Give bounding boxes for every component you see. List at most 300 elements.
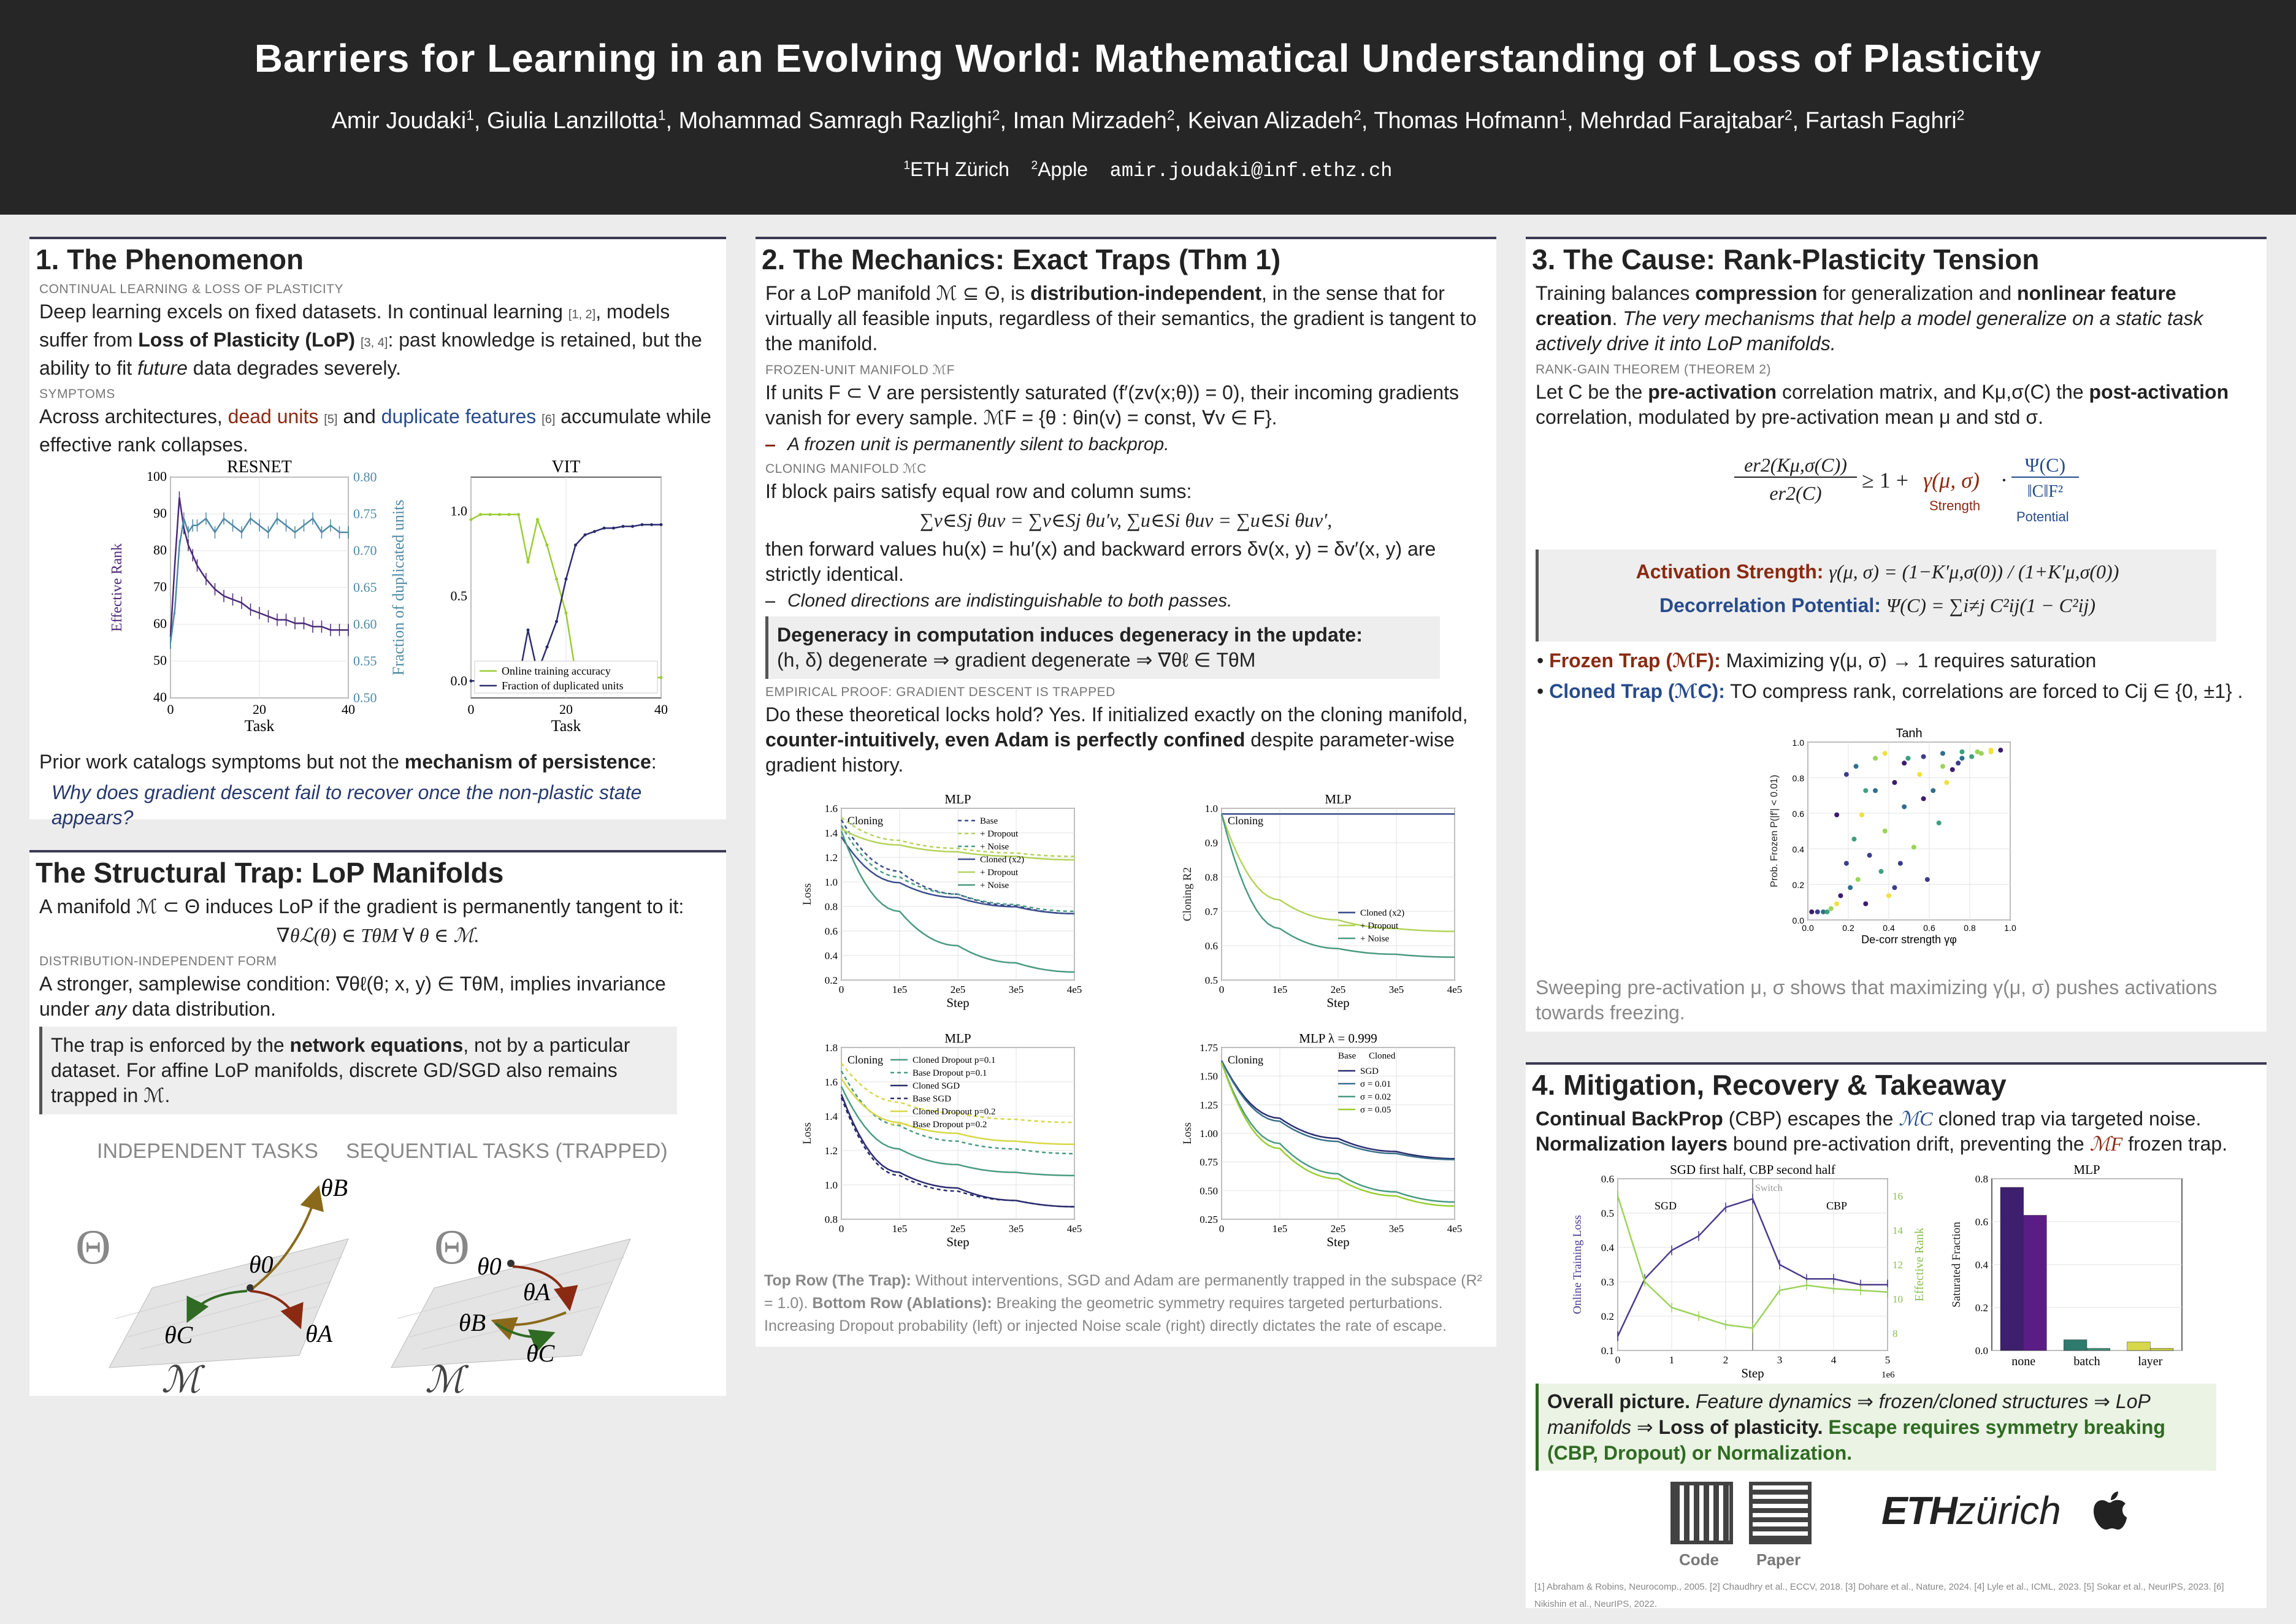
symptoms-text: Across architectures, dead units [5] and duplicate features [6] accumulate while effective rank collapses. <box>39 405 711 456</box>
x-tick-label: 0 <box>838 1223 844 1235</box>
scatter-point <box>1815 910 1820 914</box>
scatter-point <box>1838 893 1843 898</box>
x-tick-label: 40 <box>342 702 355 717</box>
empirical-text: Do these theoretical locks hold? Yes. If initialized exactly on the cloning manifold, counter-intuitively, even Adam is perfectly confined despite parameter-wise gradient history. <box>765 703 1468 776</box>
chart-title: MLP <box>944 1031 971 1046</box>
y-tick-label: 1.6 <box>824 803 838 814</box>
y-tick-label: 0.5 <box>1204 975 1218 986</box>
legend-label: Online training accuracy <box>502 665 611 677</box>
mlp-loss-chart <box>792 791 1099 1018</box>
author: Mohammad Samragh Razlighi$^2$ <box>678 107 1000 134</box>
manifold-plane-right <box>391 1239 630 1368</box>
x-tick-label: 1e5 <box>1272 1223 1288 1235</box>
x-tick-label: 3e5 <box>1388 1223 1404 1235</box>
author: Keivan Alizadeh$^2$ <box>1187 107 1361 134</box>
y-tick-label: 1.4 <box>824 1111 838 1122</box>
label-empirical-proof: EMPIRICAL PROOF: GRADIENT DESCENT IS TRAPPED <box>765 685 1115 699</box>
y-tick-label: 90 <box>153 505 167 521</box>
scatter-point <box>1969 754 1974 759</box>
scatter-point <box>1902 804 1907 809</box>
distribution-independent-text: For a LoP manifold ℳ ⊆ Θ, is distribution-independent, in the sense that for virtually all feasible inputs, regardless of their semantics, the gradient is tangent to the manifold. <box>765 282 1477 354</box>
bar <box>2087 1349 2110 1351</box>
y-tick-label: 0.6 <box>1601 1173 1614 1185</box>
section-cause <box>1526 237 2267 1032</box>
affiliations <box>0 158 2296 182</box>
bar <box>2150 1349 2173 1351</box>
y-tick-label: 0.75 <box>1200 1156 1218 1168</box>
x-axis-label: Step <box>1741 1366 1764 1381</box>
theta-set-right: Θ <box>434 1220 470 1274</box>
legend-label: + Dropout <box>1360 921 1399 931</box>
y-tick-label: 0.4 <box>1975 1259 1988 1271</box>
legend-header: Base <box>1338 1051 1357 1061</box>
x-tick-label: 20 <box>253 702 266 717</box>
scatter-point <box>1898 861 1903 866</box>
forward-backward-text: then forward values hu(x) = hu′(x) and backward errors δv(x, y) = δv′(x, y) are strictly identical. <box>765 538 1436 585</box>
scatter-point <box>1863 788 1868 793</box>
thetaB-left: θB <box>321 1174 348 1201</box>
y-axis-label: Loss <box>801 1122 814 1144</box>
label-continual: CONTINUAL LEARNING & LOSS OF PLASTICITY <box>39 282 343 296</box>
x-tick-label: 3e5 <box>1008 984 1024 995</box>
thetaA-left: θA <box>305 1320 333 1347</box>
section-4-title: 4. Mitigation, Recovery & Takeaway <box>1532 1069 2007 1101</box>
scatter-point <box>1892 885 1897 890</box>
legend-label: + Noise <box>980 881 1009 891</box>
x-tick-label: 4e5 <box>1447 984 1463 995</box>
chart-title: RESNET <box>227 458 292 477</box>
x-tick-label: 0 <box>1615 1354 1621 1366</box>
x-tick-label: 2 <box>1723 1354 1729 1366</box>
x-tick-label: 0 <box>1219 984 1225 995</box>
x-tick-label: 3e5 <box>1388 984 1404 995</box>
y-tick-label: 0.2 <box>1601 1311 1614 1322</box>
x-tick-label: 2e5 <box>950 1223 966 1235</box>
section-1-title: 1. The Phenomenon <box>36 243 304 275</box>
scatter-point <box>1998 748 2003 753</box>
apple-logo <box>2090 1489 2127 1532</box>
y-tick-label: 0.6 <box>1792 809 1804 819</box>
scatter-point <box>1902 760 1907 765</box>
y-tick-label: 1.2 <box>824 852 838 864</box>
data-point <box>660 523 663 526</box>
scatter-point <box>1844 772 1849 777</box>
x-tick-label: 40 <box>654 702 668 717</box>
chart-title: MLP <box>1325 792 1352 806</box>
label-frozen-manifold: FROZEN-UNIT MANIFOLD ℳF <box>765 363 955 377</box>
vit-chart <box>422 459 679 747</box>
scatter-point <box>1829 906 1834 911</box>
mlp-cloning-r2-chart <box>1173 791 1479 1018</box>
thetaC-left: θC <box>164 1321 193 1349</box>
y-tick-label: 0.1 <box>1601 1345 1614 1357</box>
data-point <box>660 676 663 679</box>
legend-label: Cloned (x2) <box>1360 908 1405 918</box>
data-point <box>498 513 501 516</box>
annotation: Cloning <box>848 814 884 827</box>
legend-label: Cloned Dropout p=0.2 <box>913 1107 996 1117</box>
x-axis-label: Step <box>1326 1235 1350 1249</box>
chart-title: SGD first half, CBP second half <box>1670 1162 1835 1177</box>
frozen-trap-bullet: • Frozen Trap (ℳF): Maximizing γ(μ, σ) → 1 requires saturation <box>1537 649 2097 672</box>
manifold-plane-left <box>109 1239 348 1368</box>
scatter-point <box>1851 837 1856 841</box>
y-tick-label: 0.50 <box>1200 1185 1218 1197</box>
scatter-point <box>1959 756 1964 760</box>
legend-label: σ = 0.02 <box>1360 1092 1391 1102</box>
author-affiliation: 1 <box>657 107 666 123</box>
affil-2: Apple <box>1038 158 1089 180</box>
y-tick-label: 0.2 <box>1792 880 1804 890</box>
y-tick-label: 0.0 <box>1975 1345 1988 1357</box>
legend-label: Cloned (x2) <box>980 855 1025 865</box>
structural-trap-title: The Structural Trap: LoP Manifolds <box>36 857 504 889</box>
annotation: Cloning <box>848 1054 884 1066</box>
y-tick-label: 0.4 <box>1601 1242 1614 1254</box>
tanh-frozen-scatter <box>1759 721 2029 954</box>
scatter-point <box>1931 788 1935 793</box>
x-tick-label: 1 <box>1669 1354 1675 1366</box>
sweeping-caption: Sweeping pre-activation μ, σ shows that maximizing γ(μ, σ) pushes activations towards freezing. <box>1536 976 2218 1024</box>
y-tick-label: 0.3 <box>1601 1276 1614 1288</box>
chart-title: MLP <box>944 792 971 806</box>
affil-1-number: 1 <box>903 159 911 172</box>
y-tick-label: 1.0 <box>1204 803 1218 814</box>
eq-strength-label: Strength <box>1929 498 1981 513</box>
legend-header: Cloned <box>1369 1051 1396 1061</box>
scatter-point <box>1950 767 1955 772</box>
y-tick-label: 0.8 <box>824 1214 838 1225</box>
section-3-title: 3. The Cause: Rank-Plasticity Tension <box>1532 243 2040 275</box>
section-structural-trap <box>29 850 726 1400</box>
y-tick-label: 1.0 <box>450 503 467 519</box>
y-tick-label: 0.25 <box>1200 1214 1218 1225</box>
y2-tick-label: 0.50 <box>353 690 377 705</box>
scatter-point <box>1886 893 1891 898</box>
x-tick-label: 20 <box>559 702 573 717</box>
theta0-left: θ0 <box>249 1251 274 1278</box>
legend-label: σ = 0.01 <box>1360 1079 1391 1089</box>
overall-picture-box: Overall picture. Feature dynamics ⇒ frozen/cloned structures ⇒ LoP manifolds ⇒ Loss of plasticity. Escape requires symmetry breaking (CBP, Dropout) or Normalization. <box>1536 1384 2216 1471</box>
x-tick-label: 4 <box>1831 1354 1837 1366</box>
y-tick-label: 1.0 <box>1792 738 1804 748</box>
data-point <box>622 525 625 528</box>
chart-title: MLP <box>2073 1162 2100 1177</box>
author: Thomas Hofmann$^1$ <box>1374 107 1567 134</box>
cloned-note: Cloned directions are indistinguishable to both passes. <box>765 591 1487 611</box>
legend-label: σ = 0.05 <box>1360 1105 1391 1115</box>
y-tick-label: 1.25 <box>1200 1099 1218 1111</box>
y-tick-label: 0.5 <box>1601 1208 1614 1219</box>
y-tick-label: 0.6 <box>1975 1216 1988 1228</box>
scatter-point <box>1834 902 1839 906</box>
data-point <box>574 543 577 546</box>
cloned-trap-bullet: • Cloned Trap (ℳC): TO compress rank, correlations are forced to Cij ∈ {0, ±1} . <box>1537 680 2243 702</box>
scatter-point <box>1883 751 1888 756</box>
scatter-point <box>1892 780 1897 785</box>
activation-strength-eq: γ(μ, σ) = (1−K′μ,σ(0)) / (1+K′μ,σ(0)) <box>1829 561 2119 583</box>
eq-gamma: γ(μ, σ) <box>1923 468 1980 492</box>
data-point <box>546 543 549 546</box>
mitigation-text: Continual BackProp (CBP) escapes the ℳC cloned trap via targeted noise. Normalization layers bound pre-activation drift, preventing the ℳF frozen trap. <box>1536 1108 2228 1155</box>
y-tick-label: 0.8 <box>1975 1173 1988 1185</box>
legend-label: + Dropout <box>980 829 1019 839</box>
samplewise-condition: A stronger, samplewise condition: ∇θℓ(θ; x, y) ∈ TθM, implies invariance under any data distribution. <box>39 973 666 1020</box>
annotation-cbp: CBP <box>1826 1200 1848 1212</box>
scatter-point <box>1824 910 1829 914</box>
key-question: Why does gradient descent fail to recover once the non-plastic state appears? <box>52 781 642 829</box>
x-tick-label: 4e5 <box>1066 1223 1082 1235</box>
author: Iman Mirzadeh$^2$ <box>1012 107 1175 134</box>
x-tick-label: 0.4 <box>1883 923 1895 933</box>
chart-title: VIT <box>551 458 581 477</box>
y-tick-label: 1.6 <box>824 1076 838 1088</box>
x-tick-label: layer <box>2138 1355 2163 1368</box>
data-point <box>527 629 530 632</box>
scatter-point <box>1921 754 1926 759</box>
paper-label: Paper <box>1756 1550 1801 1569</box>
x-tick-label: 0.8 <box>1964 923 1976 933</box>
poster-header <box>0 0 2296 215</box>
data-point <box>527 561 530 564</box>
manifold-label-left: ℳ <box>161 1360 201 1400</box>
scatter-point <box>1867 853 1872 858</box>
rank-gain-equation <box>1526 454 2267 534</box>
x-tick-label: none <box>2011 1355 2036 1368</box>
eq-frobenius: ‖C‖F² <box>2027 482 2064 501</box>
manifold-diagram <box>54 1165 704 1398</box>
y-tick-label: 80 <box>153 542 167 557</box>
x-tick-label: 1e5 <box>892 1223 908 1235</box>
y-tick-label: 0.2 <box>1975 1302 1988 1314</box>
contact-email[interactable]: amir.joudaki@inf.ethz.ch <box>1109 159 1393 182</box>
y-tick-label: 70 <box>153 579 167 594</box>
scatter-point <box>1925 877 1930 882</box>
plot-area <box>1808 742 2010 920</box>
resnet-chart <box>85 458 407 747</box>
theta0-right: θ0 <box>477 1252 502 1280</box>
bar <box>2127 1342 2151 1350</box>
block-pairs-text: If block pairs satisfy equal row and column sums: <box>765 480 1192 502</box>
author-list: Amir Joudaki$^1$, Giulia Lanzillotta$^1$, Mohammad Samragh Razlighi$^2$, Iman Mirzadeh$^2$, Keivan Alizadeh$^2$, Thomas Hofmann$^1$, Mehrdad Farajtabar$^2$, Fartash Faghri$^2$ <box>331 107 1965 134</box>
tangent-equation: ∇θℒ(θ) ∈ TθM ∀ θ ∈ ℳ. <box>276 924 480 946</box>
label-symptoms: SYMPTOMS <box>39 387 115 401</box>
y-axis-label: Loss <box>1181 1122 1194 1144</box>
x-tick-label: 1e5 <box>1272 984 1288 995</box>
y2-axis-label: Fraction of duplicated units <box>389 499 407 676</box>
x-tick-label: 0 <box>838 984 844 995</box>
y-tick-label: 1.0 <box>824 1179 838 1191</box>
x-tick-label: 3 <box>1777 1354 1783 1366</box>
y-tick-label: 1.0 <box>824 876 838 888</box>
x-axis-label: Task <box>244 717 275 735</box>
section-phenomenon <box>29 237 726 829</box>
frozen-unit-text: If units F ⊂ V are persistently saturated (f′(zv(x;θ)) = 0), their incoming gradients vanish for every sample. ℳF = {θ : θin(v) = const, ∀v ∈ F}. <box>765 381 1460 429</box>
annotation: Cloning <box>1228 814 1264 827</box>
scatter-point <box>1921 796 1926 801</box>
data-point <box>565 578 568 581</box>
persistence-text: Prior work catalogs symptoms but not the mechanism of persistence: <box>39 751 657 773</box>
y-tick-label: 0.4 <box>824 950 838 962</box>
data-point <box>584 534 587 537</box>
author: Fartash Faghri$^2$ <box>1805 107 1965 134</box>
code-label: Code <box>1679 1550 1719 1569</box>
y2-tick-label: 14 <box>1892 1225 1903 1236</box>
y-tick-label: 0.9 <box>1204 837 1218 849</box>
affil-2-number: 2 <box>1031 159 1038 172</box>
section-mitigation <box>1526 1062 2267 1608</box>
legend-label: Base <box>980 816 998 826</box>
label-rank-gain: RANK-GAIN THEOREM (THEOREM 2) <box>1536 362 1771 377</box>
data-point <box>603 527 606 530</box>
y-axis-label: Loss <box>801 883 814 905</box>
scatter-point <box>1844 861 1849 866</box>
manifold-label-right: ℳ <box>425 1360 465 1400</box>
data-point <box>470 518 473 521</box>
y-tick-label: 0.0 <box>1792 916 1804 925</box>
scatter-point <box>1940 764 1945 769</box>
row-column-sums-equation: ∑v∈Sj θuv = ∑v∈Sj θu′v, ∑u∈Si θuv = ∑u∈Si θuv′, <box>919 509 1333 531</box>
author-affiliation: 1 <box>466 107 474 123</box>
y-tick-label: 60 <box>153 616 167 631</box>
x-tick-label: 0 <box>467 702 475 717</box>
eq-denominator: er2(C) <box>1769 482 1822 504</box>
legend-label: + Noise <box>1360 934 1390 944</box>
label-cloning-manifold: CLONING MANIFOLD ℳC <box>765 462 927 476</box>
y-tick-label: 0.6 <box>1204 940 1218 952</box>
y-tick-label: 50 <box>153 653 167 668</box>
rank-gain-text: Let C be the pre-activation correlation matrix, and Kμ,σ(C) the post-activation correlation, modulated by pre-activation mean μ and std σ. <box>1536 381 2229 428</box>
x-tick-label: 4e5 <box>1447 1223 1463 1235</box>
legend-label: Fraction of duplicated units <box>502 680 624 692</box>
y-axis-label: Saturated Fraction <box>1950 1222 1963 1308</box>
eq-potential-label: Potential <box>2016 509 2069 524</box>
y-tick-label: 0.5 <box>450 588 467 603</box>
data-point <box>555 620 558 623</box>
scatter-point <box>1944 780 1949 785</box>
y-tick-label: 0.2 <box>824 975 838 986</box>
degeneracy-box: Degeneracy in computation induces degeneracy in the update: (h, δ) degenerate ⇒ gradient degenerate ⇒ ∇θℓ ∈ TθM <box>765 616 1440 679</box>
code-qr[interactable] <box>1670 1482 1733 1544</box>
data-point <box>470 680 473 683</box>
figure-caption: Top Row (The Trap): Without interventions, SGD and Adam are permanently trapped in the subspace (R² = 1.0). Bottom Row (Ablations): Breaking the geometric symmetry requires targeted perturbations. Increasing Dropout probability (left) or injected Noise scale (right) directly dictates the rate of escape. <box>764 1272 1482 1335</box>
scatter-point <box>1856 877 1861 882</box>
y-tick-label: 1.75 <box>1200 1042 1218 1054</box>
data-point <box>508 513 511 516</box>
x-tick-label: 3e5 <box>1008 1223 1024 1235</box>
legend-label: Cloned Dropout p=0.1 <box>913 1055 996 1065</box>
y-tick-label: 0.0 <box>450 673 467 689</box>
scatter-point <box>1854 764 1859 769</box>
x-tick-label: 1.0 <box>2004 923 2016 933</box>
legend-label: Base Dropout p=0.2 <box>913 1120 987 1130</box>
y2-tick-label: 0.75 <box>353 506 377 521</box>
annotation-switch: Switch <box>1755 1183 1783 1193</box>
chart-title: Tanh <box>1896 727 1923 740</box>
x-tick-label: 5 <box>1885 1354 1891 1366</box>
activation-strength-label: Activation Strength: <box>1636 561 1824 583</box>
legend-label: SGD <box>1360 1067 1379 1076</box>
mlp-dropout-chart <box>792 1030 1099 1257</box>
legend-label: Cloned SGD <box>913 1081 960 1091</box>
affil-1: ETH Zürich <box>910 158 1009 180</box>
author-affiliation: 2 <box>1784 107 1793 123</box>
theta-set-left: Θ <box>75 1220 111 1274</box>
data-point <box>536 518 539 521</box>
x-tick-label: 0.2 <box>1842 923 1854 933</box>
y2-tick-label: 0.65 <box>353 580 377 595</box>
bar <box>2024 1216 2047 1351</box>
author-affiliation: 2 <box>1353 107 1361 123</box>
y-tick-label: 0.7 <box>1204 906 1218 917</box>
scatter-point <box>1905 756 1910 760</box>
scatter-point <box>1940 751 1945 756</box>
scatter-point <box>1989 748 1994 753</box>
x-tick-label: 2e5 <box>950 984 966 995</box>
data-point <box>612 527 615 530</box>
author: Amir Joudaki$^1$ <box>331 107 474 134</box>
x-tick-label: 2e5 <box>1330 984 1346 995</box>
x-axis-label: Step <box>946 1235 970 1249</box>
y-axis-label: Effective Rank <box>109 543 125 632</box>
author: Giulia Lanzillotta$^1$ <box>487 107 666 134</box>
x-tick-label: batch <box>2073 1355 2100 1368</box>
scatter-point <box>1809 910 1814 914</box>
y2-tick-label: 8 <box>1892 1328 1898 1339</box>
y-tick-label: 1.2 <box>824 1145 838 1157</box>
x-axis-label: De-corr strength γφ <box>1861 933 1957 946</box>
y-tick-label: 0.4 <box>1792 845 1804 854</box>
y-axis-label: Cloning R2 <box>1181 867 1194 922</box>
legend-label: Base SGD <box>913 1094 951 1104</box>
sgd-cbp-chart <box>1563 1162 1943 1382</box>
annotation-sgd: SGD <box>1655 1200 1677 1212</box>
data-point <box>593 530 596 533</box>
author-affiliation: 1 <box>1559 107 1567 123</box>
y-tick-label: 0.8 <box>824 901 838 913</box>
x-axis-label: Step <box>946 995 970 1010</box>
manifold-definition: A manifold ℳ ⊂ Θ induces LoP if the gradient is permanently tangent to it: <box>39 895 684 917</box>
eq-numerator: er2(Kμ,σ(C)) <box>1734 454 1857 478</box>
diagram-left-title: INDEPENDENT TASKS <box>97 1139 318 1163</box>
legend-label: + Dropout <box>980 868 1019 878</box>
paper-qr[interactable] <box>1749 1482 1812 1544</box>
poster-title: Barriers for Learning in an Evolving World: Mathematical Understanding of Loss of Plasticity <box>254 36 2042 80</box>
y-tick-label: 1.00 <box>1200 1128 1218 1139</box>
y2-tick-label: 10 <box>1892 1293 1903 1305</box>
eq-inequality: ≥ 1 + <box>1862 468 1909 492</box>
saturated-fraction-chart <box>1943 1162 2200 1382</box>
scatter-point <box>1883 829 1888 833</box>
y-axis-label: Prob. Frozen P(|f′| < 0.01) <box>1769 775 1780 887</box>
author-affiliation: 2 <box>1166 107 1175 123</box>
section-mechanics <box>756 237 1496 1347</box>
thetaB-right: θB <box>459 1309 486 1336</box>
diagram-right-title: SEQUENTIAL TASKS (TRAPPED) <box>346 1139 668 1163</box>
scatter-point <box>1956 760 1961 765</box>
author-affiliation: 2 <box>992 107 1000 123</box>
data-point <box>555 578 558 581</box>
scatter-point <box>1917 772 1922 777</box>
label-dist-independent: DISTRIBUTION-INDEPENDENT FORM <box>39 954 277 968</box>
thetaA-right: θA <box>523 1278 551 1306</box>
scatter-point <box>1873 756 1878 760</box>
strength-potential-box <box>1536 550 2216 642</box>
x-tick-label: 0.6 <box>1923 923 1935 933</box>
y-tick-label: 1.8 <box>824 1042 838 1054</box>
x-tick-label: 4e5 <box>1066 984 1082 995</box>
legend-label: Base Dropout p=0.1 <box>913 1068 987 1078</box>
